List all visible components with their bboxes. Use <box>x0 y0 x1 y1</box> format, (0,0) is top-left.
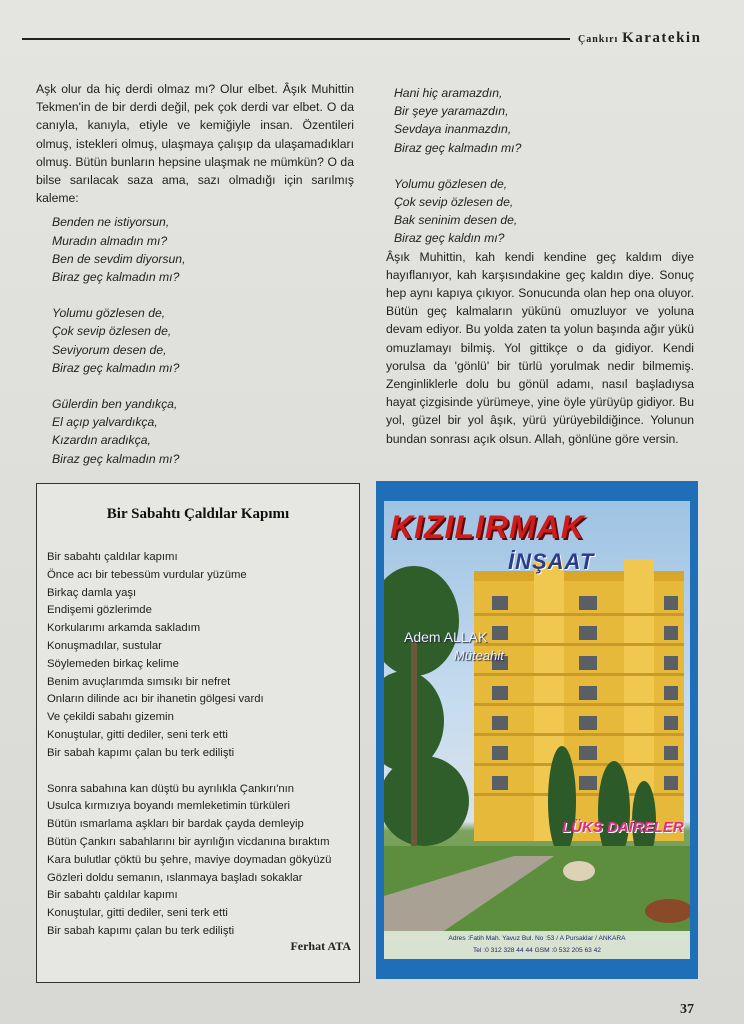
poem-line: Bak seninim desen de, <box>394 213 518 228</box>
poem-line: Bir sabah kapımı çalan bu terk edilişti <box>47 746 235 759</box>
poem-line: Bir sabah kapımı çalan bu terk edilişti <box>47 924 235 937</box>
poem-stanza <box>52 304 354 377</box>
poem-line: Onların dilinde acı bir ihanetin gölgesi vardı <box>47 693 264 706</box>
left-column <box>36 80 354 486</box>
poem-line: Konuştular, gitti dediler, seni terk etti <box>47 907 228 920</box>
poem-line: Korkularımı arkamda sakladım <box>47 622 201 635</box>
right-poem <box>386 84 694 248</box>
closing-paragraph: Âşık Muhittin, kah kendi kendine geç kaldım diye hayıflanıyor, kah karşısındakine geç kaldın diye. Sonuç hep aynı kapıya çıkıyor. Sonucunda olan hep ona oluyor. Bütün geç kalmaların yükünü omuzluyor ve yoluna devam ediyor. Bu yolda zaten ta yolun başında ağır yükü omuzlamayı bilmiş. Yol gittikçe o da gidiyor. Kendi yorulsa da 'gönlü' bir türlü yorulmak nedir bilmemiş. Zenginliklerle dolu bu gönül adamı, nasıl başladıysa hayat çizgisinde yürümeye, yine öyle yürüyüp gidiyor. Bu yol, güzel bir yol âşık, yürü yürüyebildiğince. Yolunun bundan sonrası açık olsun. Allah, gönlüne göre versin. <box>386 249 694 446</box>
ad-contact <box>384 931 690 959</box>
ad-slogan: LÜKS DAİRELER <box>562 819 684 836</box>
header-name: Karatekin <box>622 30 702 46</box>
ad-contractor-name: Adem ALLAK <box>404 629 488 645</box>
poem-line: Benden ne istiyorsun, <box>52 215 170 230</box>
poem-line: Konuştular, gitti dediler, seni terk etti <box>47 728 228 741</box>
stanza-gap <box>47 763 349 781</box>
poem-stanza <box>47 549 349 763</box>
poem-line: Birkaç damla yaşı <box>47 586 137 599</box>
poem-line: Gülerdin ben yandıkça, <box>52 397 178 412</box>
ad-phone: Tel :0 312 328 44 44 GSM :0 532 205 63 42 <box>473 947 601 954</box>
poem-line: Usulca kırmızıya boyandı memleketimin türküleri <box>47 800 290 813</box>
poem-line: Biraz geç kaldın mı? <box>394 231 505 246</box>
poem-line: Biraz geç kalmadın mı? <box>394 140 522 155</box>
poem-line: Bir sabahtı çaldılar kapımı <box>47 889 178 902</box>
ad-contractor-role: Müteahit <box>454 648 504 663</box>
poem-stanza <box>394 175 694 248</box>
poem-line: Yolumu gözlesen de, <box>394 176 508 191</box>
poem-line: Önce acı bir tebessüm vurdular yüzüme <box>47 568 247 581</box>
poem-box <box>36 483 360 983</box>
header-city: Çankırı <box>578 34 619 45</box>
poem-line: Muradın almadın mı? <box>52 233 168 248</box>
poem-line: Söylemeden birkaç kelime <box>47 657 179 670</box>
header-rule <box>22 38 570 40</box>
intro-paragraph: Aşk olur da hiç derdi olmaz mı? Olur elbet. Âşık Muhittin Tekmen'in de bir derdi değil, pek çok derdi var elbet. O da canıyla, kanıyla, etiyle ve kemiğiyle insan. Özentileri olmuş, istekleri olmuş, ulaşmaya çalışıp da ulaşamadıkları olmuş. Bütün bunların hepsine ulaşmak ne mümkün? O da bilse sarılacak saza ama, sazı olmadığı için sarılmış kaleme: <box>36 82 354 206</box>
left-poem <box>36 213 354 467</box>
poem-line: Çok sevip özlesen de, <box>394 195 514 210</box>
poem-line: Ve çekildi sabahı gizemin <box>47 711 174 724</box>
poem-stanza <box>52 395 354 468</box>
poem-line: Kara bulutlar çöktü bu şehre, maviye doymadan gökyüzü <box>47 853 332 866</box>
poem-line: Ben de sevdim diyorsun, <box>52 251 186 266</box>
poem-line: Gözleri doldu semanın, ıslanmaya başladı sokaklar <box>47 871 303 884</box>
poem-line: Sonra sabahına kan düştü bu ayrılıkla Çankırı'nın <box>47 782 295 795</box>
poem-line: Benim avuçlarımda sımsıkı bir nefret <box>47 675 231 688</box>
poem-stanza <box>394 84 694 157</box>
advertisement <box>376 481 698 979</box>
ad-photo <box>384 501 690 959</box>
poem-line: El açıp yalvardıkça, <box>52 415 158 430</box>
poem-line: Seviyorum desen de, <box>52 342 167 357</box>
poem-line: Yolumu gözlesen de, <box>52 306 166 321</box>
magazine-header <box>578 30 738 47</box>
ad-company-sub: İNŞAAT <box>508 549 595 574</box>
poem-line: Bir sabahtı çaldılar kapımı <box>47 551 178 563</box>
poem-line: Kızardın aradıkça, <box>52 433 151 448</box>
poem-line: Konuşmadılar, sustular <box>47 639 162 652</box>
poem-line: Hani hiç aramazdın, <box>394 86 503 100</box>
poem-line: Biraz geç kalmadın mı? <box>52 360 180 375</box>
poem-stanza <box>47 781 349 941</box>
ad-company-name: KIZILIRMAK <box>390 509 585 545</box>
poem-line: Çok sevip özlesen de, <box>52 324 172 339</box>
poem-line: Bütün Çankırı sabahlarını bir ayrılığın vicdanına bıraktım <box>47 835 330 848</box>
poem-stanza <box>52 213 354 286</box>
poem-line: Sevdaya inanmazdın, <box>394 122 512 137</box>
poem-line: Endişemi gözlerimde <box>47 604 152 617</box>
ad-address: Adres :Fatih Mah. Yavuz Bul. No :53 / A Pursaklar / ANKARA <box>448 935 626 942</box>
poem-line: Bütün ısmarlama aşkları bir bardak çayda demleyip <box>47 818 304 831</box>
poem-line: Biraz geç kalmadın mı? <box>52 270 180 285</box>
right-column <box>386 84 694 448</box>
poem-author: Ferhat ATA <box>290 939 351 953</box>
poem-line: Biraz geç kalmadın mı? <box>52 451 180 466</box>
poem-title: Bir Sabahtı Çaldılar Kapımı <box>106 506 290 522</box>
poem-line: Bir şeye yaramazdın, <box>394 104 509 119</box>
page-number: 37 <box>680 1002 694 1017</box>
